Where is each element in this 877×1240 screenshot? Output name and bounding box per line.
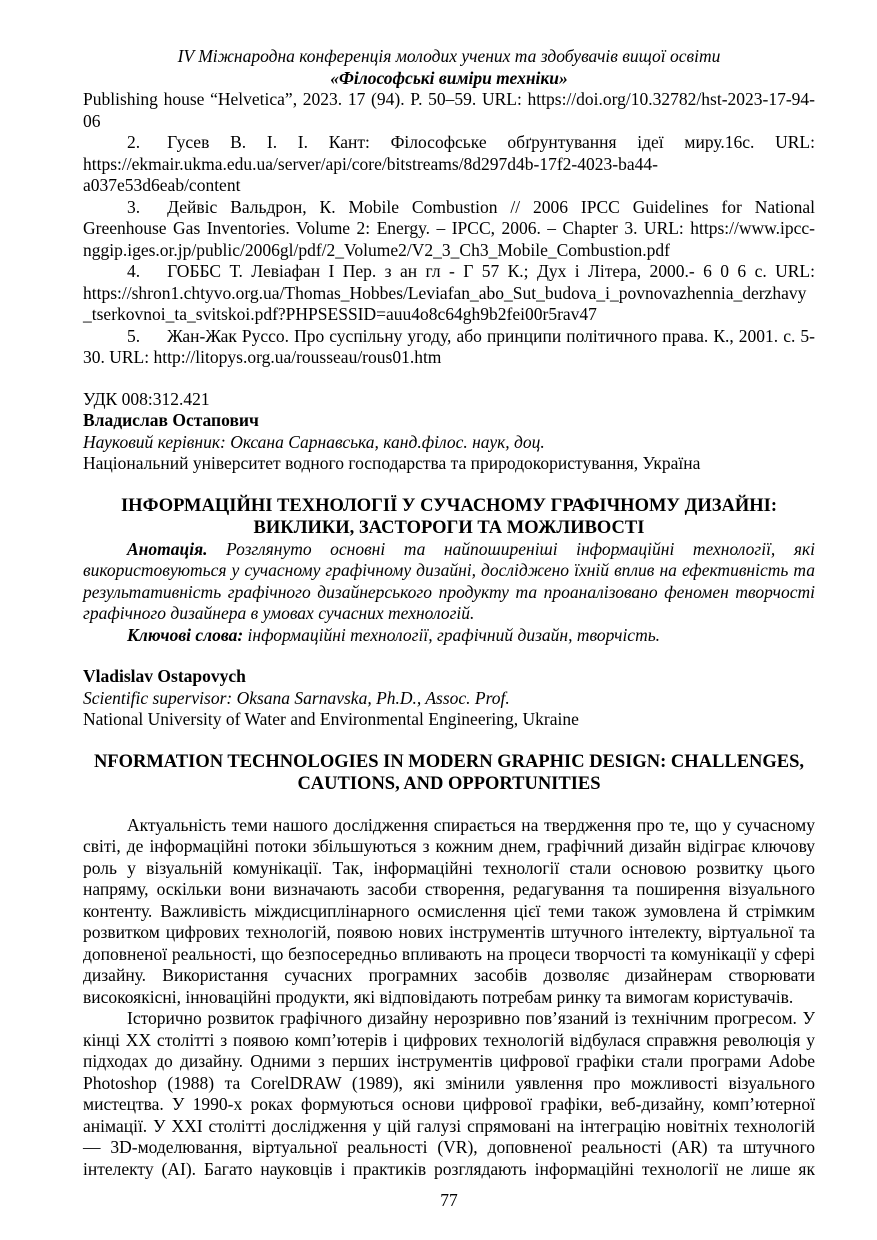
affiliation-en: National University of Water and Environmental Engineering, Ukraine: [83, 709, 579, 729]
affiliation-uk: Національний університет водного господарства та природокористування, Україна: [83, 453, 701, 473]
page-number: 77: [440, 1190, 458, 1210]
author-name-uk: Владислав Остапович: [83, 410, 259, 430]
conference-header-line2: «Філософські виміри техніки»: [330, 67, 568, 88]
supervisor-uk: Науковий керівник: Оксана Сарнавська, канд.філос. наук, доц.: [83, 431, 545, 452]
body-paragraph-1: Актуальність теми нашого дослідження спирається на твердження про те, що у сучасному світі, де інформаційні потоки збільшуються з кожним днем, графічний дизайн відіграє ключову роль у візуальній комунікації. Так, інформаційні технології стали основою розвитку цього напряму, оскільки вони визначають засоби створення, редагування та поширення візуального контенту. Важливість міждисциплінарного осмислення цієї теми також зумовлена й стрімким розвитком цифрових технологій, появою нових інструментів штучного інтелекту, віртуальної та доповненої реальності, що безпосередньо впливають на процеси творчості та комунікації у сфері дизайну. Використання сучасних програмних засобів дозволяє дизайнерам створювати високоякісні, інноваційні продукти, які відповідають потребам ринку та вимогам користувачів.: [83, 814, 815, 1007]
article-title-uk: ІНФОРМАЦІЙНІ ТЕХНОЛОГІЇ У СУЧАСНОМУ ГРАФІЧНОМУ ДИЗАЙНІ: ВИКЛИКИ, ЗАСТОРОГИ ТА МОЖЛИВОСТІ: [120, 495, 778, 538]
supervisor-en: Scientific supervisor: Oksana Sarnavska, Ph.D., Assoc. Prof.: [83, 687, 510, 708]
keywords-text: інформаційні технології, графічний дизайн, творчість.: [247, 624, 661, 645]
article-body: [83, 815, 815, 1181]
reference-item-3: [83, 197, 815, 262]
reference-text: Гусев В. І. І. Кант: Філософське обґрунтування ідеї миру.16с. URL: https://ekmair.ukma.edu.ua/server/api/core/bitstreams/8d297d4b-17f2-4023-ba44-a037e53d6eab/content: [83, 132, 815, 195]
reference-text: ГОББС Т. Левіафан І Пер. з ан гл - Г 57 К.; Дух і Літера, 2000.- 6 0 6 с. URL: https://shron1.chtyvo.org.ua/Thomas_Hobbes/Leviafan_abo_Sut_budova_i_povnovazhennia_derzhavy_tserkovnoi_ta_svitskoi.pdf?PHPSESSID=auu4o8c64gh9b2fei00r5rav47: [83, 261, 815, 324]
reference-text: Дейвіс Вальдрон, К. Mobile Combustion // 2006 IPCC Guidelines for National Greenhouse Gas Inventories. Volume 2: Energy. – IPCC, 2006. – Chapter 3. URL: https://www.ipcc-nggip.iges.or.jp/public/2006gl/pdf/2_Volume2/V2_3_Ch3_Mobile_Combustion.pdf: [83, 196, 815, 260]
body-paragraph-2: Історично розвиток графічного дизайну нерозривно пов’язаний із технічним прогресом. У кінці XX столітті з появою комп’ютерів і цифрових технологій відбулася справжня революція у підходах до дизайну. Одними з перших інструментів цифрової графіки стали програми Adobe Photoshop (1988) та CorelDRAW (1989), які змінили уявлення про можливості візуального мистецтва. У 1990-х роках формуються основи цифрової графіки, веб-дизайну, комп’ютерної анімації. У XXI столітті дослідження у цій галузі спрямовані на інтеграцію новітніх технологій — 3D-моделювання, віртуальної реальності (VR), доповненої реальності (AR) та штучного інтелекту (AI). Багато науковців і практиків розглядають інформаційні технології не лише як: [83, 1008, 815, 1179]
reference-item-5: [83, 326, 815, 369]
reference-number: 5.: [127, 325, 141, 346]
conference-header: [83, 46, 815, 89]
references-list: [83, 89, 815, 369]
keywords-label: Ключові слова:: [127, 624, 244, 645]
author-name-en: Vladislav Ostapovych: [83, 666, 246, 686]
reference-item-2: [83, 132, 815, 197]
reference-number: 4.: [127, 261, 141, 281]
reference-number: 2.: [127, 132, 141, 152]
udc-code: УДК 008:312.421: [83, 388, 210, 409]
abstract-paragraph: [83, 539, 815, 625]
conference-header-line1: IV Міжнародна конференція молодих учених та здобувачів вищої освіти: [177, 46, 721, 66]
article-title-en: NFORMATION TECHNOLOGIES IN MODERN GRAPHIC DESIGN: CHALLENGES, CAUTIONS, AND OPPORTUNITIES: [93, 751, 805, 794]
author-block-en: [83, 666, 815, 731]
reference-continuation: Publishing house “Helvetica”, 2023. 17 (94). P. 50–59. URL: https://doi.org/10.32782/hst-2023-17-94-06: [83, 89, 815, 131]
reference-text: Жан-Жак Руссо. Про суспільну угоду, або принципи політичного права. К., 2001. с. 5-30. URL: http://litopys.org.ua/rousseau/rous01.htm: [83, 325, 815, 367]
author-block-uk: [83, 389, 815, 475]
reference-item-4: [83, 261, 815, 326]
abstract-text: Розглянуто основні та найпоширеніші інформаційні технології, які використовуються у сучасному графічному дизайні, досліджено їхній вплив на ефективність та результативність графічного дизайнерського продукту та проаналізовано феномен творчості графічного дизайнера в умовах сучасних технологій.: [83, 538, 815, 623]
abstract-label: Анотація.: [127, 538, 208, 559]
reference-number: 3.: [127, 196, 141, 217]
keywords-paragraph: [83, 625, 815, 647]
